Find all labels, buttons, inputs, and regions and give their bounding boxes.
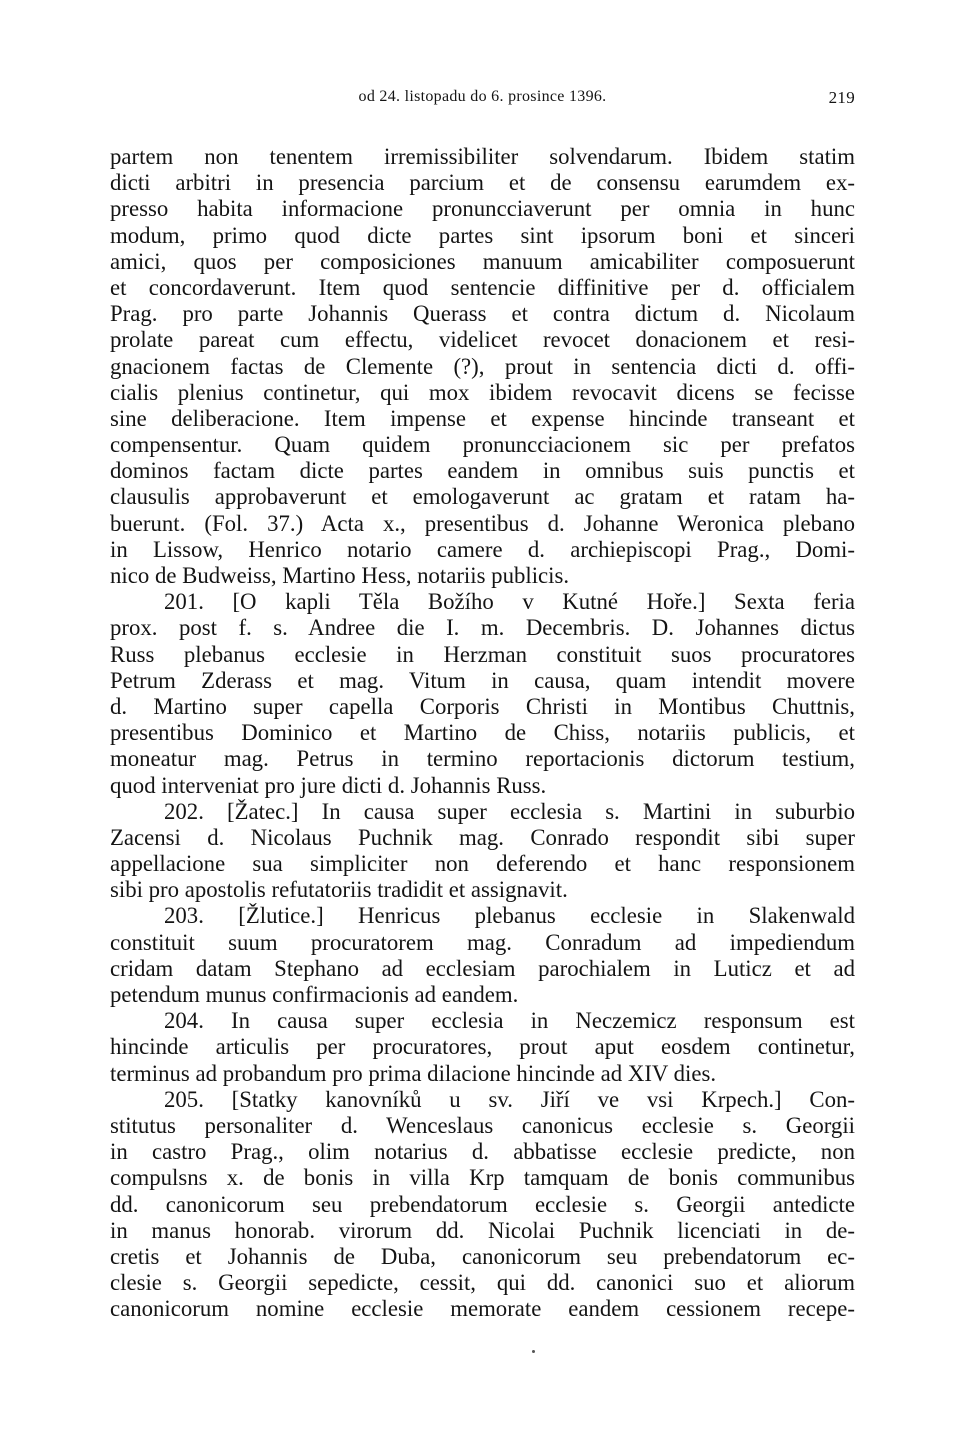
text-line: sibi pro apostolis refutatoriis tradidit et assignavit. [110,877,568,903]
text-line: clausulis approbaverunt et emologaverunt ac gratam et ratam ha- [110,484,855,510]
text-line: Petrum Zderass et mag. Vitum in causa, quam intendit movere [110,667,855,693]
text-line: sine deliberacione. Item impense et expense hincinde transeant et [110,405,855,431]
text-line: partem non tenentem irremissibiliter solvendarum. Ibidem statim [110,144,855,169]
page-number: 219 [828,88,855,107]
text-line: dominos factam dicte partes eandem in omnibus suis punctis et [110,458,855,484]
text-line: cialis plenius continetur, qui mox ibidem revocavit dicens se fecisse [110,379,855,405]
text-line: appellacione sua simpliciter non deferendo et hanc responsionem [110,851,855,877]
text-line: gnacionem factas de Clemente (?), prout in sentencia dicti d. offi- [110,353,855,379]
text-line: presentibus Dominico et Martino de Chiss, notariis publicis, et [110,720,855,746]
print-speck [532,1350,535,1353]
text-line: clesie s. Georgii sepedicte, cessit, qui dd. canonici suo et aliorum [110,1270,855,1296]
text-line: buerunt. (Fol. 37.) Acta x., presentibus d. Johanne Weronica plebano [110,510,855,536]
text-line: Russ plebanus ecclesie in Herzman constituit suos procuratores [110,641,855,667]
text-line: et concordaverunt. Item quod sentencie diffinitive per d. officialem [110,274,855,300]
entry-203-heading-line: 203. [Žlutice.] Henricus plebanus ecclesie in Slakenwald [164,903,855,929]
text-line: terminus ad probandum pro prima dilacione hincinde ad XIV dies. [110,1060,717,1086]
text-line: quod interveniat pro jure dicti d. Johannis Russ. [110,772,547,798]
text-line: amici, quos per composiciones manuum amicabiliter composuerunt [110,248,855,274]
text-line: in castro Prag., olim notarius d. abbatisse ecclesie predicte, non [110,1139,855,1165]
text-line: cretis et Johannis de Duba, canonicorum seu prebendatorum ec- [110,1243,855,1269]
text-line: dicti arbitri in presencia parcium et de consensu earumdem ex- [110,170,855,196]
text-line: prolate pareat cum effectu, videlicet revocet donacionem et resi- [110,327,855,353]
text-line: moneatur mag. Petrus in termino reportacionis dictorum testium, [110,746,855,772]
entry-201-heading-line: 201. [O kapli Těla Božího v Kutné Hoře.] Sexta feria [164,589,855,615]
entry-204-heading-line: 204. In causa super ecclesia in Neczemicz responsum est [164,1008,855,1034]
entry-202-heading-line: 202. [Žatec.] In causa super ecclesia s. Martini in suburbio [164,798,855,824]
text-line: prox. post f. s. Andree die I. m. Decembris. D. Johannes dictus [110,615,855,641]
body-text [110,144,855,1322]
running-title: od 24. listopadu do 6. prosince 1396. [358,88,607,105]
entry-205-heading-line: 205. [Statky kanovníků u sv. Jiří ve vsi Krpech.] Con- [164,1086,855,1112]
text-line: modum, primo quod dicte partes sint ipsorum boni et sinceri [110,222,855,248]
text-line: dd. canonicorum seu prebendatorum ecclesie s. Georgii antedicte [110,1191,855,1217]
text-line: nico de Budweiss, Martino Hess, notariis publicis. [110,563,570,588]
text-line: in Lissow, Henrico notario camere d. archiepiscopi Prag., Domi- [110,536,855,562]
text-line: Prag. pro parte Johannis Querass et contra dictum d. Nicolaum [110,301,855,327]
text-line: constituit suum procuratorem mag. Conradum ad impediendum [110,929,855,955]
text-line: canonicorum nomine ecclesie memorate eandem cessionem recepe- [110,1296,855,1322]
text-line: hincinde articulis per procuratores, prout aput eosdem continetur, [110,1034,855,1060]
text-line: cridam datam Stephano ad ecclesiam parochialem in Luticz et ad [110,955,855,981]
text-line: in manus honorab. virorum dd. Nicolai Puchnik licenciati in de- [110,1217,855,1243]
text-line: d. Martino super capella Corporis Christi in Montibus Chuttnis, [110,693,855,719]
text-line: stitutus personaliter d. Wenceslaus canonicus ecclesie s. Georgii [110,1112,855,1138]
text-line: petendum munus confirmacionis ad eandem. [110,982,519,1007]
text-line: Zacensi d. Nicolaus Puchnik mag. Conrado respondit sibi super [110,824,855,850]
running-header [110,88,855,114]
text-line: presso habita informacione pronuncciaverunt per omnia in hunc [110,196,855,222]
text-line: compulsns x. de bonis in villa Krp tamquam de bonis communibus [110,1165,855,1191]
text-line: compensentur. Quam quidem pronuncciacionem sic per prefatos [110,432,855,458]
